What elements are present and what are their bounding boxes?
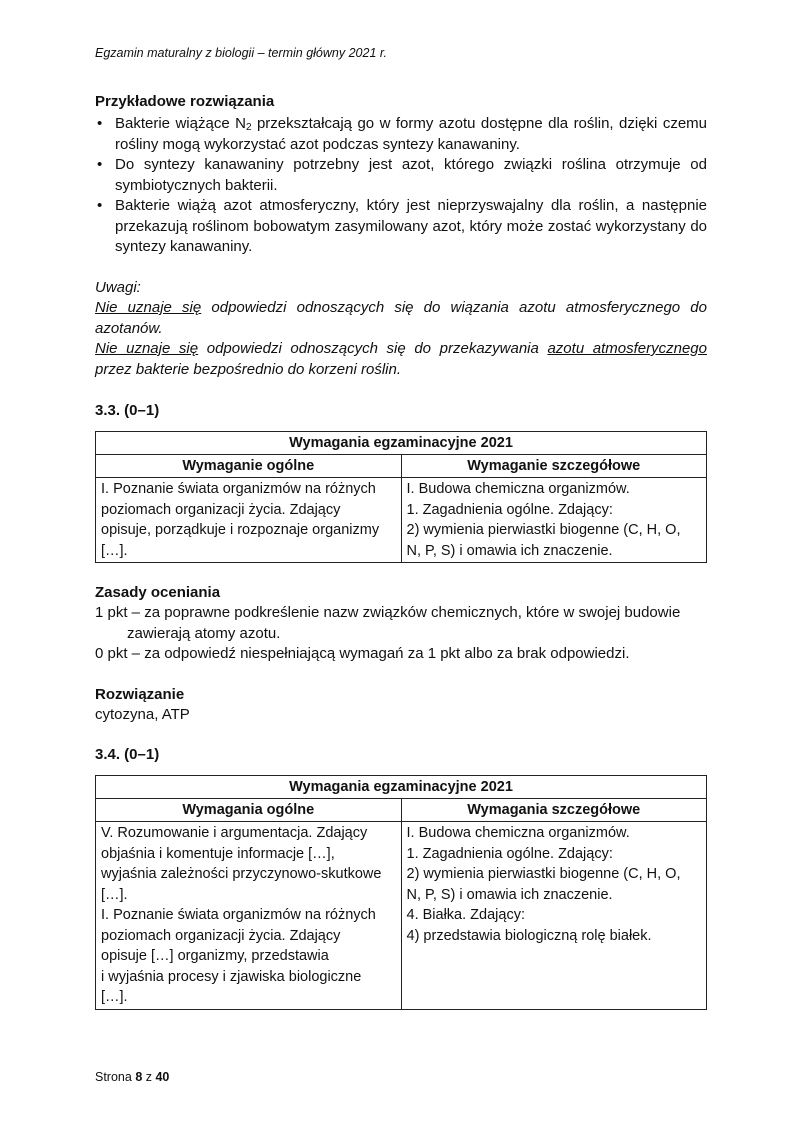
scoring-rule-0: 0 pkt – za odpowiedź niespełniającą wymagań za 1 pkt albo za brak odpowiedzi. bbox=[95, 645, 630, 662]
page-footer: Strona 8 z 40 bbox=[95, 1070, 170, 1084]
solutions-list bbox=[95, 114, 707, 258]
general-requirement-cell: V. Rozumowanie i argumentacja. Zdający objaśnia i komentuje informacje […], wyjaśnia zależności przyczynowo-skutkowe […]. I. Poznanie świata organizmów na różnych poziomach organizacji życia. Zdający opisuje […] organizmy, przedstawia i wyjaśnia procesy i zjawiska biologiczne […]. bbox=[96, 822, 402, 1010]
requirements-table-3-3 bbox=[95, 431, 707, 563]
scoring-title: Zasady oceniania bbox=[95, 584, 221, 601]
table-header: Wymagania egzaminacyjne 2021 bbox=[96, 776, 707, 799]
solution-title: Rozwiązanie bbox=[95, 685, 185, 703]
column-header: Wymaganie szczegółowe bbox=[401, 455, 707, 478]
scoring-rule-1: 1 pkt – za poprawne podkreślenie nazw związków chemicznych, które w swojej budowie zawierają atomy azotu. bbox=[95, 604, 681, 642]
list-item: • Do syntezy kanawaniny potrzebny jest azot, którego związki roślina otrzymuje od symbiotycznych bakterii. bbox=[95, 155, 707, 196]
note-1: Nie uznaje się odpowiedzi odnoszących się do wiązania azotu atmosferycznego do azotanów. bbox=[95, 299, 707, 337]
general-requirement-cell: I. Poznanie świata organizmów na różnych poziomach organizacji życia. Zdający opisuje, porządkuje i rozpoznaje organizmy […]. bbox=[96, 478, 402, 563]
column-header: Wymagania ogólne bbox=[96, 799, 402, 822]
notes bbox=[95, 278, 707, 381]
list-item: • Bakterie wiążą azot atmosferyczny, który jest nieprzyswajalny dla roślin, a następnie przekazują roślinom bobowatym zasymilowany azot, który może zostać wykorzystany do syntezy kanawaniny. bbox=[95, 196, 707, 258]
content bbox=[95, 92, 707, 1010]
column-header: Wymagania szczegółowe bbox=[401, 799, 707, 822]
solution-text: cytozyna, ATP bbox=[95, 705, 190, 723]
solutions-title: Przykładowe rozwiązania bbox=[95, 93, 275, 110]
task-3-4-title: 3.4. (0–1) bbox=[95, 746, 160, 763]
table-header: Wymagania egzaminacyjne 2021 bbox=[96, 432, 707, 455]
detailed-requirement-cell: I. Budowa chemiczna organizmów. 1. Zagadnienia ogólne. Zdający: 2) wymienia pierwiastki biogenne (C, H, O, N, P, S) i omawia ich znaczenie. 4. Białka. Zdający: 4) przedstawia biologiczną rolę białek. bbox=[401, 822, 707, 1010]
notes-title: Uwagi: bbox=[95, 278, 141, 296]
page-header: Egzamin maturalny z biologii – termin główny 2021 r. bbox=[95, 46, 388, 60]
detailed-requirement-cell: I. Budowa chemiczna organizmów. 1. Zagadnienia ogólne. Zdający: 2) wymienia pierwiastki biogenne (C, H, O, N, P, S) i omawia ich znaczenie. bbox=[401, 478, 707, 563]
note-2: Nie uznaje się odpowiedzi odnoszących się do przekazywania azotu atmosferycznego przez bakterie bezpośrednio do korzeni roślin. bbox=[95, 340, 707, 378]
task-3-3-title: 3.3. (0–1) bbox=[95, 402, 160, 419]
requirements-table-3-4 bbox=[95, 775, 707, 1010]
list-item: • Bakterie wiążące $N_2$ przekształcają go w formy azotu dostępne dla roślin, dzięki czemu rośliny mogą wykorzystać azot podczas syntezy kanawaniny. bbox=[95, 114, 707, 155]
column-header: Wymaganie ogólne bbox=[96, 455, 402, 478]
